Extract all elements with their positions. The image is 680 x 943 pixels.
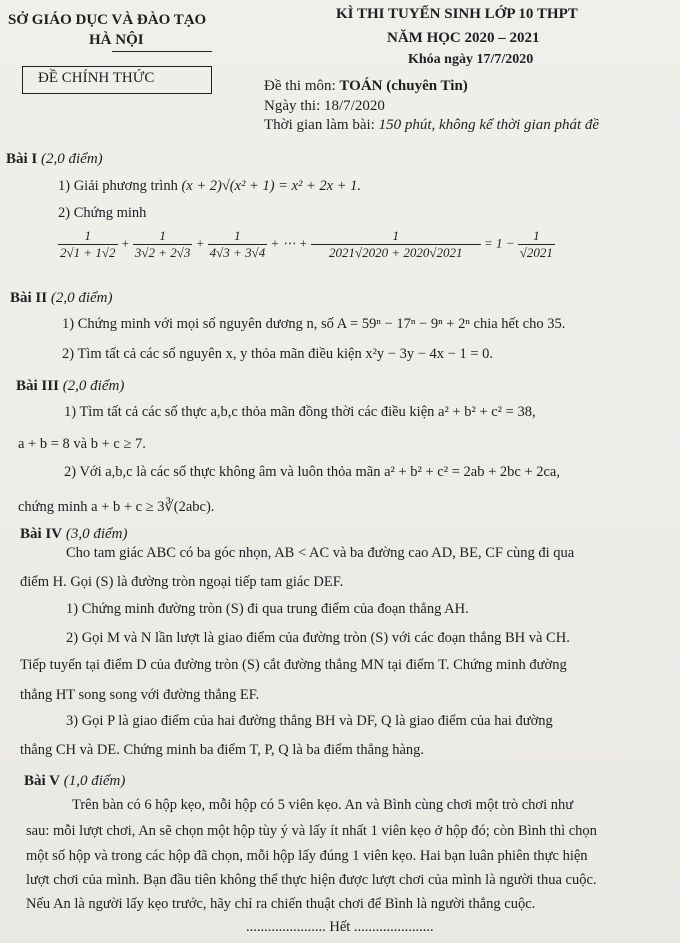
bai3-heading xyxy=(16,378,124,395)
fraction-rhs: $\frac{1}{√2021}$ xyxy=(519,228,553,260)
bai3-points: (2,0 điểm) xyxy=(62,378,125,394)
bai5-line4: lượt chơi của mình. Bạn đầu tiên không thể thực hiện được lượt chơi của mình là người thua cuộc. xyxy=(26,872,597,888)
bai5-line3: một số hộp và trong các hộp đã chọn, mỗi hộp lấy đúng 1 viên kẹo. Hai bạn luân phiên thực hiện xyxy=(26,848,588,864)
bai1-q1-equation: (x + 2)√(x² + 1) = x² + 2x + 1. xyxy=(181,178,361,194)
bai1-points: (2,0 điểm) xyxy=(41,151,103,167)
bai3-title: Bài III xyxy=(16,378,59,394)
fraction-2: $\frac{1}{3√2 + 2√3}$ xyxy=(134,228,191,260)
bai5-points: (1,0 điểm) xyxy=(63,773,126,789)
plus-1: + xyxy=(120,235,130,251)
bai4-q2-line3: thẳng HT song song với đường thẳng EF. xyxy=(20,687,260,703)
official-label: ĐỀ CHÍNH THỨC xyxy=(38,70,155,86)
school-year: NĂM HỌC 2020 – 2021 xyxy=(387,30,540,46)
equals-rhs: = 1 − xyxy=(484,235,515,251)
bai5-line2: sau: mỗi lượt chơi, An sẽ chọn một hộp tùy ý và lấy ít nhất 1 viên kẹo ở hộp đó; còn Bình thì chọn xyxy=(26,823,597,839)
bai2-q1: 1) Chứng minh với mọi số nguyên dương n, số A = 59ⁿ − 17ⁿ − 9ⁿ + 2ⁿ chia hết cho 35. xyxy=(62,316,566,332)
exam-title: KÌ THI TUYỂN SINH LỚP 10 THPT xyxy=(336,6,578,22)
bai4-q2-line2: Tiếp tuyến tại điểm D của đường tròn (S) cắt đường thẳng MN tại điểm T. Chứng minh đường xyxy=(20,657,567,673)
bai1-heading xyxy=(6,151,103,168)
bai1-q1-text: 1) Giải phương trình xyxy=(58,178,178,194)
bai4-q3-line1: 3) Gọi P là giao điểm của hai đường thẳng BH và DF, Q là giao điểm của hai đường xyxy=(66,713,553,729)
fraction-3: $\frac{1}{4√3 + 3√4}$ xyxy=(209,228,266,260)
department-name: SỞ GIÁO DỤC VÀ ĐÀO TẠO xyxy=(8,12,207,28)
bai4-q1: 1) Chứng minh đường tròn (S) đi qua trung điểm của đoạn thẳng AH. xyxy=(66,601,469,617)
bai5-title: Bài V xyxy=(24,773,60,789)
subject-name: TOÁN (chuyên Tin) xyxy=(339,78,468,94)
bai4-intro-line2: điểm H. Gọi (S) là đường tròn ngoại tiếp tam giác DEF. xyxy=(20,574,344,590)
plus-2: + xyxy=(195,235,205,251)
bai3-q1-line1: 1) Tìm tất cả các số thực a,b,c thỏa mãn đồng thời các điều kiện a² + b² + c² = 38, xyxy=(64,404,536,420)
bai2-title: Bài II xyxy=(10,290,48,306)
bai1-title: Bài I xyxy=(6,151,38,167)
bai3-q1-line2: a + b = 8 và b + c ≥ 7. xyxy=(18,436,146,452)
subject-line xyxy=(264,78,468,95)
bai2-q2: 2) Tìm tất cả các số nguyên x, y thỏa mãn điều kiện x²y − 3y − 4x − 1 = 0. xyxy=(62,346,494,362)
bai4-heading xyxy=(20,526,128,543)
time-value: 150 phút, không kể thời gian phát đề xyxy=(378,117,600,133)
bai4-q3-line2: thẳng CH và DE. Chứng minh ba điểm T, P, Q là ba điểm thẳng hàng. xyxy=(20,742,425,758)
subject-label: Đề thi môn: xyxy=(264,78,336,94)
bai5-line5: Nếu An là người lấy kẹo trước, hãy chỉ ra chiến thuật chơi để Bình là người thắng cuộc. xyxy=(26,896,536,912)
bai2-heading xyxy=(10,290,113,307)
bai4-q2-line1: 2) Gọi M và N lần lượt là giao điểm của đường tròn (S) với các đoạn thẳng BH và CH. xyxy=(66,630,570,646)
bai2-points: (2,0 điểm) xyxy=(50,290,113,306)
bai5-line1: Trên bàn có 6 hộp kẹo, mỗi hộp có 5 viên kẹo. An và Bình cùng chơi một trò chơi như xyxy=(72,797,574,813)
bai1-sum-formula xyxy=(58,228,555,261)
bai1-q1 xyxy=(58,178,361,195)
exam-date-range: Khóa ngày 17/7/2020 xyxy=(408,52,534,67)
end-marker: ...................... Hết ...................... xyxy=(246,919,434,935)
city-name: HÀ NỘI xyxy=(89,32,144,48)
fraction-n: $\frac{1}{2021√2020 + 2020√2021}$ xyxy=(311,228,481,261)
bai1-q2-text: 2) Chứng minh xyxy=(58,205,147,221)
bai3-q2-line1: 2) Với a,b,c là các số thực không âm và luôn thỏa mãn a² + b² + c² = 2ab + 2bc + 2ca, xyxy=(64,464,560,480)
fraction-1: $\frac{1}{2√1 + 1√2}$ xyxy=(60,228,116,260)
exam-day: Ngày thi: 18/7/2020 xyxy=(264,98,385,114)
header-underline xyxy=(112,51,212,52)
ellipsis-sum: + ⋯ + xyxy=(270,235,308,251)
bai4-intro-line1: Cho tam giác ABC có ba góc nhọn, AB < AC và ba đường cao AD, BE, CF cùng đi qua xyxy=(66,545,575,561)
bai4-points: (3,0 điểm) xyxy=(65,526,128,542)
bai5-heading xyxy=(24,773,125,790)
bai3-q2-line2: chứng minh a + b + c ≥ 3∛(2abc). xyxy=(18,499,215,515)
time-label: Thời gian làm bài: xyxy=(264,117,375,133)
time-line xyxy=(264,117,599,134)
bai4-title: Bài IV xyxy=(20,526,63,542)
